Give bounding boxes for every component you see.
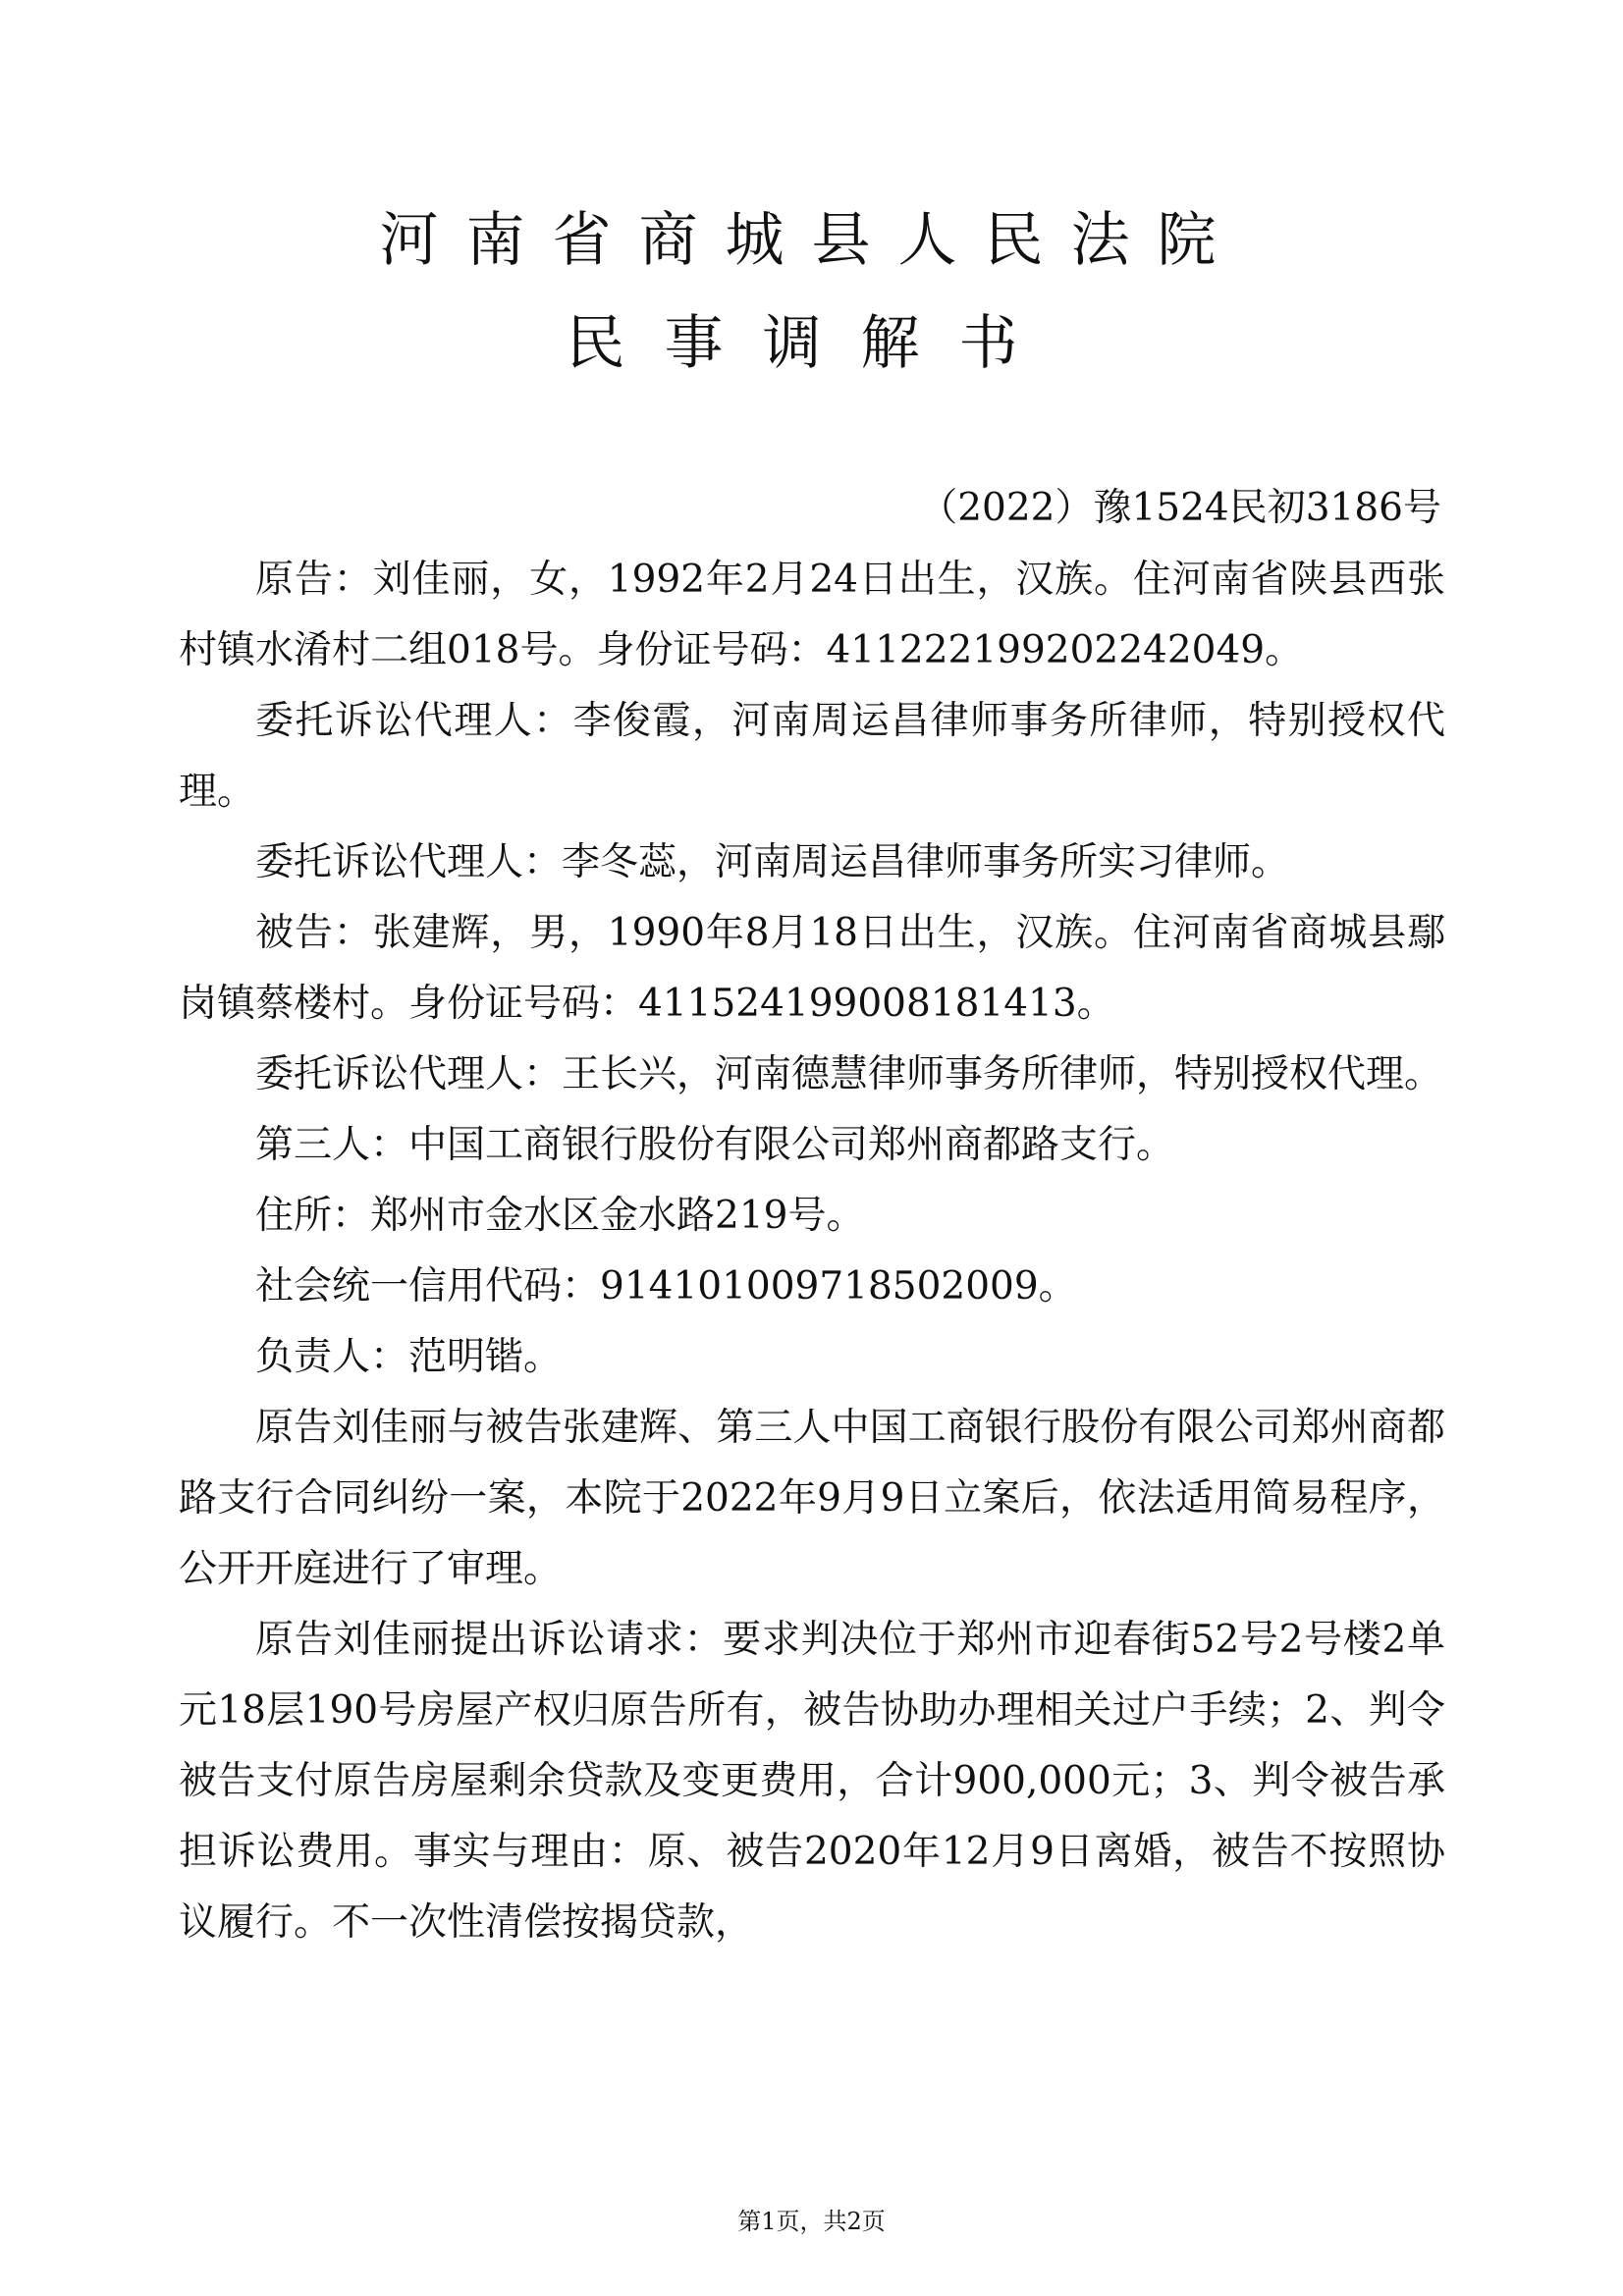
court-name: 河南省商城县人民法院 (379, 206, 1244, 275)
defendant-info: 被告：张建辉，男，1990年8月18日出生，汉族。住河南省商城县鄢岗镇蔡楼村。身份证号码：411524199008181413。 (179, 911, 1445, 1026)
case-number: （2022）豫1524民初3186号 (919, 486, 1441, 530)
third-party: 第三人：中国工商银行股份有限公司郑州商都路支行。 (255, 1123, 1175, 1167)
third-party-credit-code: 社会统一信用代码：914101009718502009。 (255, 1264, 1077, 1308)
page-footer: 第1页，共2页 (737, 2208, 886, 2235)
plaintiff-agent-1: 委托诉讼代理人：李俊霞，河南周运昌律师事务所律师，特别授权代理。 (179, 699, 1445, 814)
third-party-address: 住所：郑州市金水区金水路219号。 (255, 1194, 865, 1238)
plaintiff-claims: 原告刘佳丽提出诉讼请求：要求判决位于郑州市迎春街52号2号楼2单元18层190号房屋产权归原告所有，被告协助办理相关过户手续；2、判令被告支付原告房屋剩余贷款及变更费用，合计900,000元；3、判令被告承担诉讼费用。事实与理由：原、被告2020年12月9日离婚，被告不按照协议履行。不一次性清偿按揭贷款， (179, 1618, 1445, 1945)
document-type: 民事调解书 (566, 309, 1057, 378)
case-overview: 原告刘佳丽与被告张建辉、第三人中国工商银行股份有限公司郑州商都路支行合同纠纷一案，本院于2022年9月9日立案后，依法适用简易程序，公开开庭进行了审理。 (179, 1406, 1445, 1591)
plaintiff-agent-2: 委托诉讼代理人：李冬蕊，河南周运昌律师事务所实习律师。 (255, 840, 1290, 884)
document-body (179, 545, 1445, 1958)
plaintiff-info: 原告：刘佳丽，女，1992年2月24日出生，汉族。住河南省陕县西张村镇水淆村二组018号。身份证号码：411222199202242049。 (179, 558, 1445, 672)
third-party-responsible-person: 负责人：范明锴。 (255, 1335, 563, 1379)
defendant-agent: 委托诉讼代理人：王长兴，河南德慧律师事务所律师，特别授权代理。 (255, 1052, 1443, 1096)
